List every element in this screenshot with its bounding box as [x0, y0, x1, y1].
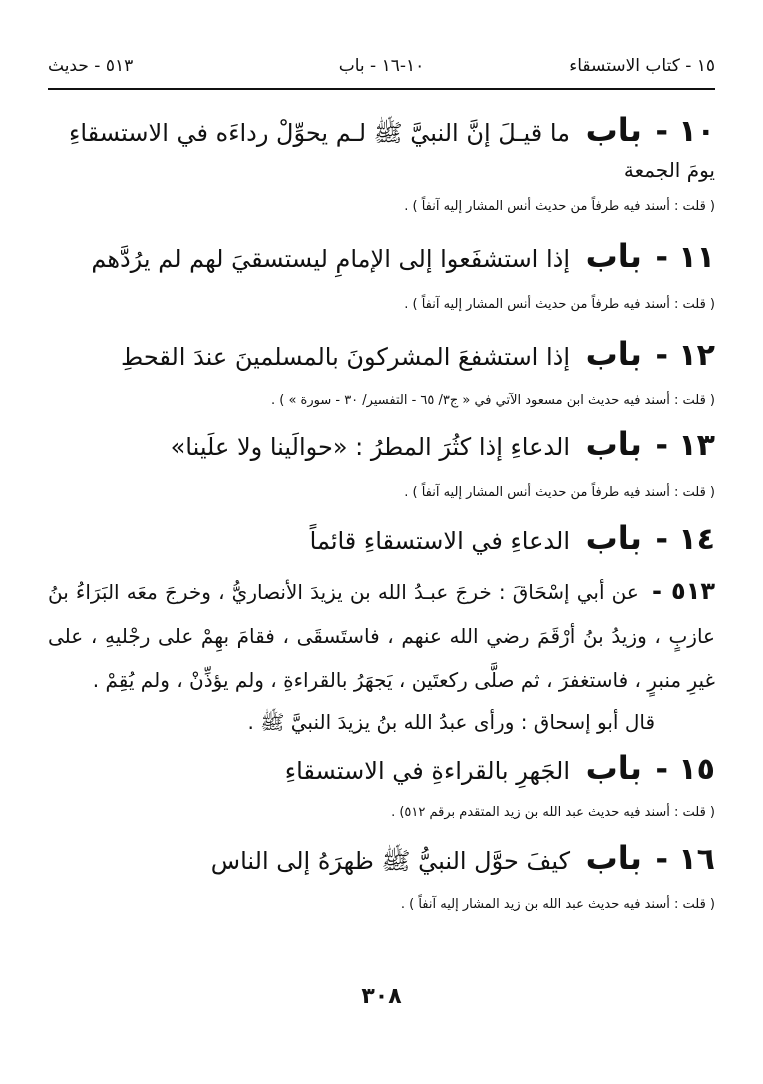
- header-hadith-number: ٥١٣ - حديث: [48, 56, 134, 76]
- hadith-text: عن أبي إسْحَاقَ : خرجَ عبـدُ الله بن يزيدَ الأنصاريُّ ، وخرجَ معَه البَرَاءُ بنُ عازبٍ ، وزيدُ بنُ أرْقَمَ رضي الله عنهم ، فاستَسقَى ، فقامَ بهِمْ على رجْليهِ ، على غيرِ منبرٍ ، فاستغفرَ ، ثم صلَّى ركعتَين ، يَجهَرُ بالقراءةِ ، ولم يؤذِّنْ ، ولم يُقِمْ .: [48, 580, 715, 692]
- page-content: [48, 110, 715, 912]
- chapter-bab-word: باب: [585, 749, 642, 787]
- chapter-title: إذا استشفعَ المشركونَ بالمسلمينَ عندَ القحطِ: [121, 343, 570, 371]
- hadith-number: ٥١٣ -: [651, 577, 715, 605]
- chapter-number: ١٤ -: [655, 522, 715, 557]
- chapter-bab-word: باب: [585, 519, 642, 557]
- chapter-number: ١٥ -: [655, 752, 715, 787]
- chapter-title: ما قيـلَ إنَّ النبيَّ ﷺ لـم يحوِّلْ رداءَه في الاستسقاءِ: [69, 119, 570, 147]
- running-header: [48, 52, 715, 90]
- chapter-heading-10: [48, 110, 715, 153]
- chapter-note: ( قلت : أسند فيه طرفاً من حديث أنس المشار إليه آنفاً ) .: [404, 199, 715, 214]
- chapter-heading-15: [48, 748, 715, 791]
- chapter-title-continuation: يومَ الجمعة: [623, 158, 715, 182]
- chapter-bab-word: باب: [585, 425, 642, 463]
- chapter-bab-word: باب: [585, 839, 642, 877]
- chapter-heading-13: [48, 424, 715, 467]
- chapter-note: ( قلت : أسند فيه طرفاً من حديث أنس المشار إليه آنفاً ) .: [404, 485, 715, 500]
- chapter-title: الجَهرِ بالقراءةِ في الاستسقاءِ: [284, 757, 570, 785]
- chapter-title: الدعاءِ في الاستسقاءِ قائماً: [309, 527, 570, 555]
- header-chapter-range: ١٠-١٦ - باب: [338, 56, 425, 76]
- chapter-number: ١٢ -: [655, 338, 715, 373]
- chapter-note: ( قلت : أسند فيه حديث عبد الله بن زيد المتقدم برقم ٥١٢) .: [391, 805, 715, 820]
- chapter-heading-12: [48, 334, 715, 377]
- chapter-number: ١٦ -: [655, 842, 715, 877]
- header-book-title: ١٥ - كتاب الاستسقاء: [569, 56, 715, 76]
- chapter-heading-11: [48, 236, 715, 279]
- chapter-number: ١٠ -: [655, 114, 715, 149]
- chapter-title: الدعاءِ إذا كثُرَ المطرُ : «حوالَينا ولا علَينا»: [170, 433, 570, 461]
- chapter-bab-word: باب: [585, 335, 642, 373]
- chapter-bab-word: باب: [585, 111, 642, 149]
- chapter-number: ١٣ -: [655, 428, 715, 463]
- chapter-note: ( قلت : أسند فيه طرفاً من حديث أنس المشار إليه آنفاً ) .: [404, 297, 715, 312]
- chapter-title: إذا استشفَعوا إلى الإمامِ ليستسقيَ لهم لم يرُدَّهم: [91, 245, 570, 273]
- page-number: ٣٠٨: [361, 984, 402, 1009]
- hadith-paragraph: [48, 569, 715, 702]
- chapter-heading-14: [48, 518, 715, 561]
- chapter-number: ١١ -: [655, 240, 715, 275]
- chapter-note: ( قلت : أسند فيه حديث ابن مسعود الآتي في « ج٣/ ٦٥ - التفسير/ ٣٠ - سورة » ) .: [270, 393, 715, 408]
- chapter-note: ( قلت : أسند فيه حديث عبد الله بن زيد المشار إليه آنفاً ) .: [400, 897, 715, 912]
- hadith-continuation: قال أبو إسحاق : ورأى عبدُ الله بنُ يزيدَ النبيَّ ﷺ .: [247, 710, 655, 734]
- chapter-title: كيفَ حوَّل النبيُّ ﷺ ظهرَهُ إلى الناس: [210, 847, 570, 875]
- chapter-heading-16: [48, 838, 715, 881]
- chapter-bab-word: باب: [585, 237, 642, 275]
